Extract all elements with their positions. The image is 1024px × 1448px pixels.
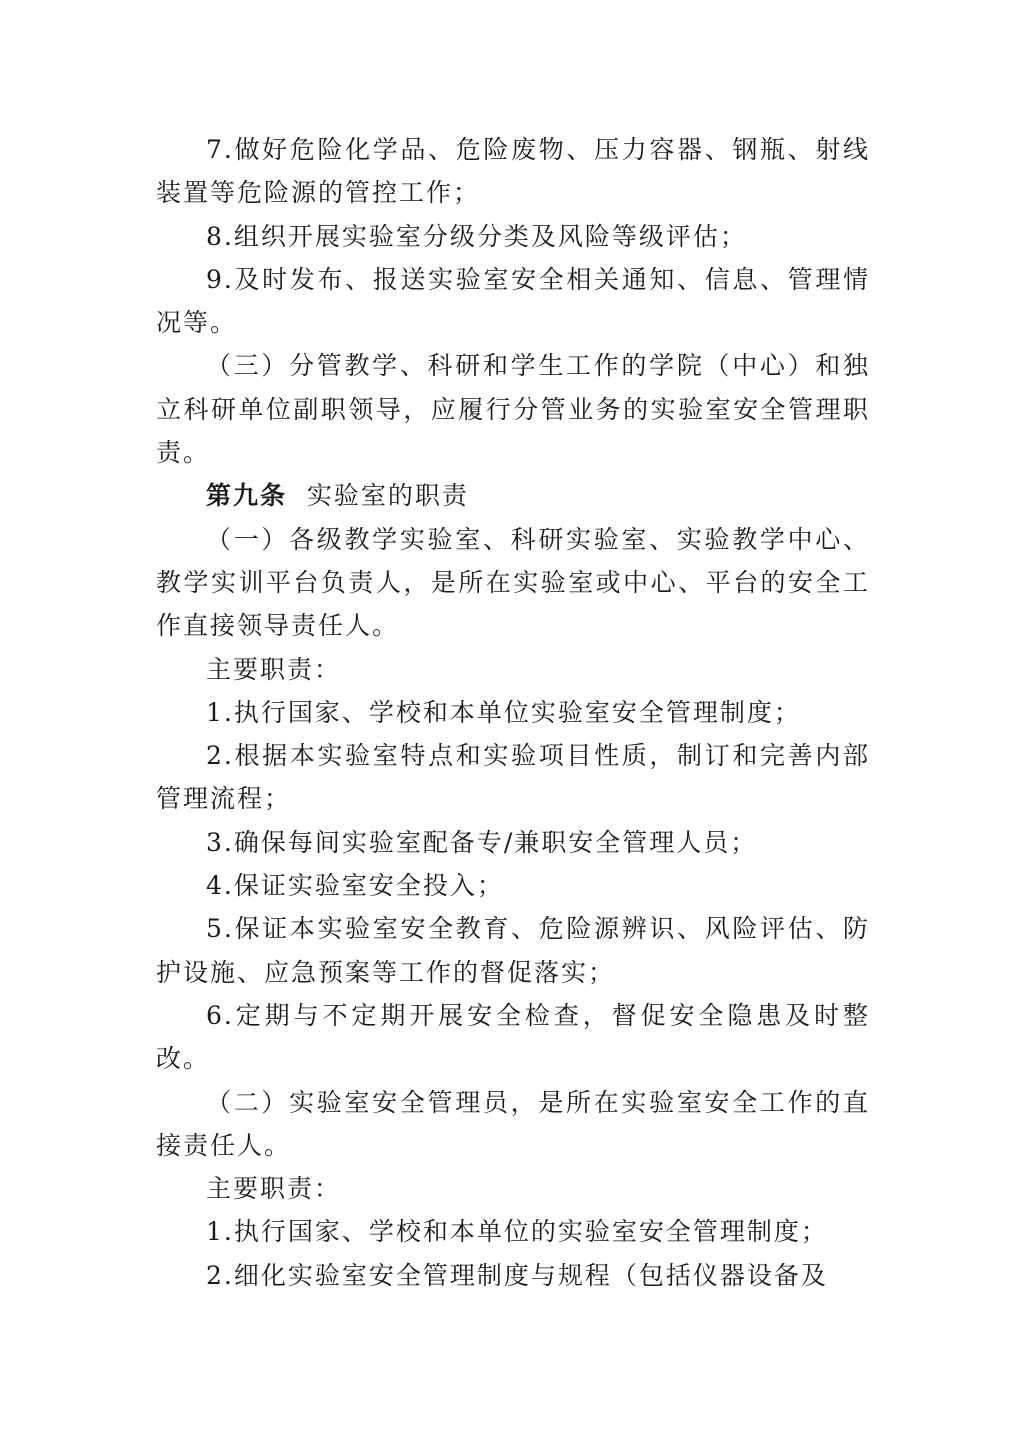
paragraph-section-3: （三）分管教学、科研和学生工作的学院（中心）和独立科研单位副职领导，应履行分管业务的实验室安全管理职责。 [156,351,870,468]
duty-item-2: 2.根据本实验室特点和实验项目性质，制订和完善内部管理流程； [156,741,870,814]
admin-duty-item-1: 1.执行国家、学校和本单位的实验室安全管理制度； [206,1217,828,1247]
duty-item-5: 5.保证本实验室安全教育、危险源辨识、风险评估、防护设施、应急预案等工作的督促落实； [156,914,870,987]
paragraph-section-1: （一）各级教学实验室、科研实验室、实验教学中心、教学实训平台负责人，是所在实验室或中心、平台的安全工作直接领导责任人。 [156,524,870,641]
paragraph-item-9: 9.及时发布、报送实验室安全相关通知、信息、管理情况等。 [156,264,870,338]
duty-item-6: 6.定期与不定期开展安全检查，督促安全隐患及时整改。 [156,1000,870,1074]
article-heading-line [156,474,870,517]
duties-label-2: 主要职责： [206,1174,342,1204]
paragraph-item-7: 7.做好危险化学品、危险废物、压力容器、钢瓶、射线装置等危险源的管控工作； [156,135,870,208]
paragraph-item-8: 8.组织开展实验室分级分类及风险等级评估； [206,221,747,251]
article-title: 实验室的职责 [306,481,469,511]
duty-item-4: 4.保证实验室安全投入； [206,871,504,901]
admin-duty-item-2: 2.细化实验室安全管理制度与规程（包括仪器设备及 [206,1260,828,1290]
paragraph-section-2: （二）实验室安全管理员，是所在实验室安全工作的直接责任人。 [156,1087,870,1160]
duties-label-1: 主要职责： [206,654,342,684]
article-number: 第九条 [206,481,288,511]
document-body [156,128,870,1297]
duty-item-1: 1.执行国家、学校和本单位实验室安全管理制度； [206,697,801,727]
duty-item-3: 3.确保每间实验室配备专/兼职安全管理人员； [206,827,758,857]
